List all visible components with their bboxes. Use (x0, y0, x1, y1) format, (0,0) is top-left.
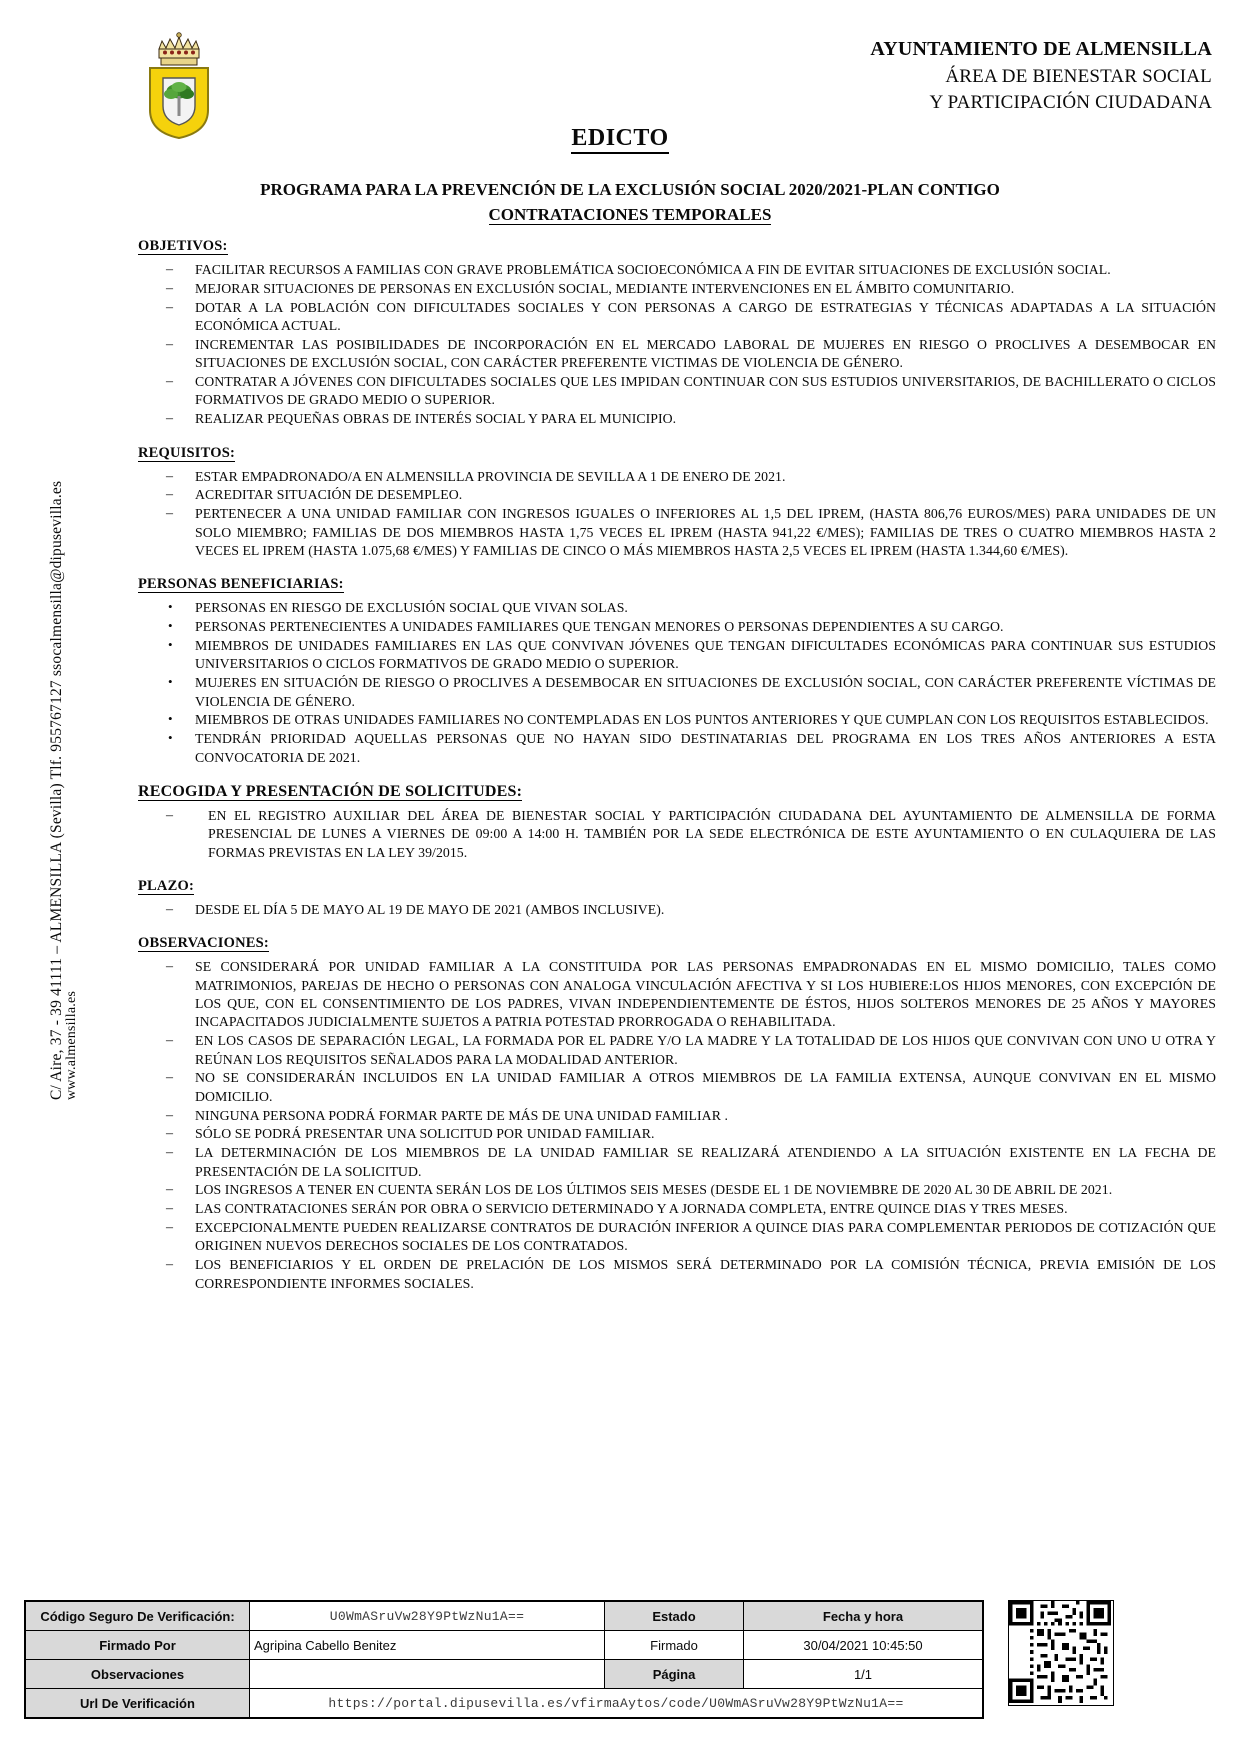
value-observaciones (250, 1660, 605, 1689)
dash-marker-icon: – (166, 1201, 174, 1217)
section-heading-plazo (138, 878, 1216, 895)
dash-marker-icon: – (166, 468, 174, 484)
requisitos-list (138, 468, 1216, 561)
recogida-list (138, 807, 1216, 862)
header-line-participacion: Y PARTICIPACIÓN CIUDADANA (929, 91, 1212, 113)
bullet-marker-icon: • (168, 637, 173, 652)
objetivos-list (138, 261, 1216, 429)
bullet-marker-icon: • (168, 730, 173, 746)
page-title-text: EDICTO (571, 125, 668, 154)
list-item (138, 373, 1216, 410)
dash-marker-icon: – (166, 487, 174, 503)
list-item (138, 1181, 1216, 1199)
list-item-text: NO SE CONSIDERARÁN INCLUIDOS EN LA UNIDAD FAMILIAR A OTROS MIEMBROS DE LA FAMILIA EXTENSA, AUNQUE CONVIVAN EN EL MISMO DOMICILIO. (195, 1070, 1216, 1104)
dash-marker-icon: – (166, 280, 174, 296)
table-row (25, 1689, 983, 1719)
list-item (138, 1256, 1216, 1293)
list-item-text: LAS CONTRATACIONES SERÁN POR OBRA O SERVICIO DETERMINADO Y A JORNADA COMPLETA, ENTRE QUINCE DIAS Y TRES MESES. (195, 1201, 1068, 1217)
list-item (138, 280, 1216, 298)
list-item (138, 1144, 1216, 1181)
value-fecha: 30/04/2021 10:45:50 (744, 1631, 984, 1660)
list-item (138, 468, 1216, 486)
list-item-text: MEJORAR SITUACIONES DE PERSONAS EN EXCLUSIÓN SOCIAL, MEDIANTE INTERVENCIONES EN EL ÁMBITO COMUNITARIO. (195, 280, 1015, 296)
list-item-text: DESDE EL DÍA 5 DE MAYO AL 19 DE MAYO DE 2021 (AMBOS INCLUSIVE). (195, 901, 665, 917)
label-fecha: Fecha y hora (744, 1601, 984, 1631)
dash-marker-icon: – (166, 1145, 174, 1161)
dash-marker-icon: – (166, 1126, 174, 1142)
list-item (138, 1107, 1216, 1125)
label-estado: Estado (605, 1601, 744, 1631)
value-estado: Firmado (605, 1631, 744, 1660)
section-heading-observaciones-text: OBSERVACIONES: (138, 935, 269, 952)
bullet-marker-icon: • (168, 599, 173, 615)
list-item (138, 807, 1216, 862)
label-observaciones: Observaciones (25, 1660, 250, 1689)
bullet-marker-icon: • (168, 711, 173, 727)
list-item (138, 410, 1216, 428)
dash-marker-icon: – (166, 1220, 174, 1236)
bullet-marker-icon: • (168, 674, 173, 690)
list-item-text: SÓLO SE PODRÁ PRESENTAR UNA SOLICITUD POR UNIDAD FAMILIAR. (195, 1126, 655, 1142)
contact-website-line: www.almensilla.es (64, 990, 79, 1100)
dash-marker-icon: – (166, 262, 174, 277)
contact-address-line: C/ Aire, 37 - 39 41111 – ALMENSILLA (Sevilla) Tlf. 955767127 ssocalmensilla@dipusevilla.es (48, 480, 65, 1100)
header-line-ayuntamiento: AYUNTAMIENTO DE ALMENSILLA (870, 38, 1212, 60)
section-heading-recogida-text: RECOGIDA Y PRESENTACIÓN DE SOLICITUDES: (138, 782, 523, 800)
list-item-text: NINGUNA PERSONA PODRÁ FORMAR PARTE DE MÁS DE UNA UNIDAD FAMILIAR . (195, 1107, 728, 1123)
list-item (138, 1032, 1216, 1069)
verification-footer (24, 1600, 1216, 1719)
value-csv: U0WmASruVw28Y9PtWzNu1A== (250, 1601, 605, 1631)
list-item (138, 730, 1216, 767)
list-item-text: REALIZAR PEQUEÑAS OBRAS DE INTERÉS SOCIAL Y PARA EL MUNICIPIO. (195, 411, 677, 427)
list-item (138, 618, 1216, 636)
list-item (138, 1200, 1216, 1218)
page-title-edicto (0, 125, 1240, 152)
list-item (138, 1219, 1216, 1256)
label-url: Url De Verificación (25, 1689, 250, 1719)
vertical-contact-strip (0, 300, 79, 1120)
coat-of-arms-icon (138, 32, 220, 140)
table-row (25, 1601, 983, 1631)
list-item (138, 711, 1216, 729)
dash-marker-icon: – (166, 299, 174, 315)
list-item (138, 505, 1216, 560)
list-item-text: TENDRÁN PRIORIDAD AQUELLAS PERSONAS QUE NO HAYAN SIDO DESTINATARIAS DEL PROGRAMA EN LOS TRES AÑOS ANTERIORES A ESTA CONVOCATORIA DE 2021. (195, 731, 1216, 765)
dash-marker-icon: – (166, 901, 174, 917)
list-item-text: ESTAR EMPADRONADO/A EN ALMENSILLA PROVINCIA DE SEVILLA A 1 DE ENERO DE 2021. (195, 468, 786, 484)
list-item (138, 674, 1216, 711)
dash-marker-icon: – (166, 506, 174, 522)
list-item-text: DOTAR A LA POBLACIÓN CON DIFICULTADES SOCIALES Y CON PERSONAS A CARGO DE ESTRATEGIAS Y TÉCNICAS ADAPTADAS A LA SITUACIÓN ECONÓMICA ACTUAL. (195, 299, 1216, 334)
list-item-text: FACILITAR RECURSOS A FAMILIAS CON GRAVE PROBLEMÁTICA SOCIOECONÓMICA A FIN DE EVITAR SITUACIONES DE EXCLUSIÓN SOCIAL. (195, 262, 1111, 277)
program-title-line-2: CONTRATACIONES TEMPORALES (488, 204, 772, 224)
dash-marker-icon: – (166, 374, 174, 390)
section-heading-observaciones (138, 935, 1216, 952)
verification-table (24, 1600, 984, 1719)
program-title-line-1: PROGRAMA PARA LA PREVENCIÓN DE LA EXCLUSIÓN SOCIAL 2020/2021-PLAN CONTIGO (260, 180, 1000, 199)
list-item-text: ACREDITAR SITUACIÓN DE DESEMPLEO. (195, 487, 463, 503)
label-pagina: Página (605, 1660, 744, 1689)
dash-marker-icon: – (166, 1182, 174, 1198)
section-heading-requisitos-text: REQUISITOS: (138, 444, 236, 461)
list-item-text: CONTRATAR A JÓVENES CON DIFICULTADES SOCIALES QUE LES IMPIDAN CONTINUAR CON SUS ESTUDIOS UNIVERSITARIOS, DE BACHILLERATO O CICLOS FORMATIVOS DE GRADO MEDIO O SUPERIOR. (195, 374, 1216, 408)
list-item-text: MUJERES EN SITUACIÓN DE RIESGO O PROCLIVES A DESEMBOCAR EN SITUACIONES DE EXCLUSIÓN SOCIAL, CON CARÁCTER PREFERENTE VÍCTIMAS DE VIOLENCIA DE GÉNERO. (195, 675, 1216, 709)
header-titles (870, 36, 1212, 116)
dash-marker-icon: – (166, 336, 174, 352)
section-heading-recogida (138, 783, 1216, 801)
program-title (130, 178, 1130, 227)
document-header (0, 0, 1240, 130)
document-body (138, 238, 1216, 1293)
list-item (138, 261, 1216, 279)
table-row (25, 1660, 983, 1689)
list-item-text: MIEMBROS DE OTRAS UNIDADES FAMILIARES NO CONTEMPLADAS EN LOS PUNTOS ANTERIORES Y QUE CUMPLAN CON LOS REQUISITOS ESTABLECIDOS. (195, 712, 1209, 728)
section-heading-personas-beneficiarias-text: PERSONAS BENEFICIARIAS: (138, 576, 344, 593)
list-item-text: LA DETERMINACIÓN DE LOS MIEMBROS DE LA UNIDAD FAMILIAR SE REALIZARÁ ATENDIENDO A LA SITUACIÓN EXISTENTE EN LA FECHA DE PRESENTACIÓN DE LA SOLICITUD. (195, 1145, 1216, 1179)
dash-marker-icon: – (166, 1070, 174, 1086)
list-item-text: LOS BENEFICIARIOS Y EL ORDEN DE PRELACIÓN DE LOS MISMOS SERÁ DETERMINADO POR LA COMISIÓN TÉCNICA, PREVIA EMISIÓN DE LOS CORRESPONDIENTE INFORMES SOCIALES. (195, 1257, 1216, 1291)
list-item (138, 1125, 1216, 1143)
qr-code-icon (1008, 1600, 1114, 1706)
header-line-area: ÁREA DE BIENESTAR SOCIAL (945, 65, 1212, 87)
dash-marker-icon: – (166, 411, 174, 427)
list-item (138, 336, 1216, 373)
dash-marker-icon: – (166, 1107, 174, 1123)
dash-marker-icon: – (166, 959, 174, 975)
label-csv: Código Seguro De Verificación: (25, 1601, 250, 1631)
section-heading-personas-beneficiarias (138, 576, 1216, 593)
list-item (138, 1069, 1216, 1106)
value-pagina: 1/1 (744, 1660, 984, 1689)
list-item (138, 901, 1216, 919)
section-heading-requisitos (138, 445, 1216, 462)
dash-marker-icon: – (166, 1257, 174, 1273)
list-item-text: EN EL REGISTRO AUXILIAR DEL ÁREA DE BIENESTAR SOCIAL Y PARTICIPACIÓN CIUDADANA DEL AYUNTAMIENTO DE ALMENSILLA DE FORMA PRESENCIAL DE LUNES A VIERNES DE 09:00 A 14:00 H. TAMBIÉN POR LA SEDE ELECTRÓNICA DE ESTE AYUNTAMIENTO O EN CULAQUIERA DE LAS FORMAS PREVISTAS EN LA LEY 39/2015. (208, 807, 1216, 860)
list-item-text: LOS INGRESOS A TENER EN CUENTA SERÁN LOS DE LOS ÚLTIMOS SEIS MESES (DESDE EL 1 DE NOVIEMBRE DE 2020 AL 30 DE ABRIL DE 2021. (195, 1182, 1113, 1198)
list-item-text: PERSONAS PERTENECIENTES A UNIDADES FAMILIARES QUE TENGAN MENORES O PERSONAS DEPENDIENTES A SU CARGO. (195, 619, 1004, 635)
list-item (138, 958, 1216, 1031)
list-item (138, 599, 1216, 617)
list-item-text: EN LOS CASOS DE SEPARACIÓN LEGAL, LA FORMADA POR EL PADRE Y/O LA MADRE Y LA TOTALIDAD DE LOS HIJOS QUE CONVIVAN CON UNO U OTRA Y REÚNAN LOS REQUISITOS SEÑALADOS PARA LA MODALIDAD ANTERIOR. (195, 1033, 1216, 1067)
list-item (138, 299, 1216, 336)
dash-marker-icon: – (166, 807, 174, 823)
section-heading-objetivos-text: OBJETIVOS: (138, 238, 228, 254)
list-item-text: SE CONSIDERARÁ POR UNIDAD FAMILIAR A LA CONSTITUIDA POR LAS PERSONAS EMPADRONADAS EN EL MISMO DOMICILIO, TALES COMO MATRIMONIOS, PAREJAS DE HECHO O PERSONAS CON ANALOGA VINCULACIÓN AFECTIVA Y SI LOS HUBIERE:LOS HIJOS MENORES, CON EXCEPCIÓN DE LOS QUE, CON EL CONSENTIMIENTO DE LOS PADRES, VIVAN INDEPENDIENTEMENTE DE ÉSTOS, HIJOS SOLTEROS MENORES DE 25 AÑOS Y MAYORES INCAPACITADOS JUDICIALMENTE SUJETOS A PATRIA POTESTAD PRORROGADA O REHABILITADA. (195, 959, 1216, 1030)
value-url[interactable]: https://portal.dipusevilla.es/vfirmaAytos/code/U0WmASruVw28Y9PtWzNu1A== (250, 1689, 984, 1719)
list-item-text: EXCEPCIONALMENTE PUEDEN REALIZARSE CONTRATOS DE DURACIÓN INFERIOR A QUINCE DIAS PARA COMPLEMENTAR PERIODOS DE COTIZACIÓN QUE ORIGINEN NUEVOS DERECHOS SOCIALES DE LOS CONTRATADOS. (195, 1220, 1216, 1254)
label-firmado-por: Firmado Por (25, 1631, 250, 1660)
value-firmado-por: Agripina Cabello Benitez (250, 1631, 605, 1660)
observaciones-list (138, 958, 1216, 1293)
plazo-list (138, 901, 1216, 919)
list-item-text: INCREMENTAR LAS POSIBILIDADES DE INCORPORACIÓN EN EL MERCADO LABORAL DE MUJERES EN RIESGO O PROCLIVES A DESEMBOCAR EN SITUACIONES DE EXCLUSIÓN SOCIAL, CON CARÁCTER PREFERENTE VICTIMAS DE VIOLENCIA DE GÉNERO. (195, 336, 1216, 371)
bullet-marker-icon: • (168, 618, 173, 634)
list-item-text: MIEMBROS DE UNIDADES FAMILIARES EN LAS QUE CONVIVAN JÓVENES QUE TENGAN DIFICULTADES ECONÓMICAS PARA CONTINUAR SUS ESTUDIOS UNIVERSITARIOS O CICLOS FORMATIVOS DE GRADO MEDIO O SUPERIOR. (195, 638, 1216, 672)
dash-marker-icon: – (166, 1033, 174, 1049)
list-item (138, 637, 1216, 674)
section-heading-objetivos (138, 238, 1216, 255)
personas-beneficiarias-list (138, 599, 1216, 767)
list-item-text: PERTENECER A UNA UNIDAD FAMILIAR CON INGRESOS IGUALES O INFERIORES AL 1,5 DEL IPREM, (HASTA 806,76 EUROS/MES) PARA UNIDADES DE UN SOLO MIEMBRO; FAMILIAS DE DOS MIEMBROS HASTA 1,75 VECES EL IPREM (HASTA 941,22 €/MES); FAMILIAS DE TRES O CUATRO MIEMBROS HASTA 2 VECES EL IPREM (HASTA 1.075,68 €/MES) Y FAMILIAS DE CINCO O MÁS MIEMBROS HASTA 2,5 VECES EL IPREM (HASTA 1.344,60 €/MES). (195, 506, 1216, 558)
list-item (138, 486, 1216, 504)
table-row (25, 1631, 983, 1660)
list-item-text: PERSONAS EN RIESGO DE EXCLUSIÓN SOCIAL QUE VIVAN SOLAS. (195, 600, 628, 616)
section-heading-plazo-text: PLAZO: (138, 877, 194, 894)
